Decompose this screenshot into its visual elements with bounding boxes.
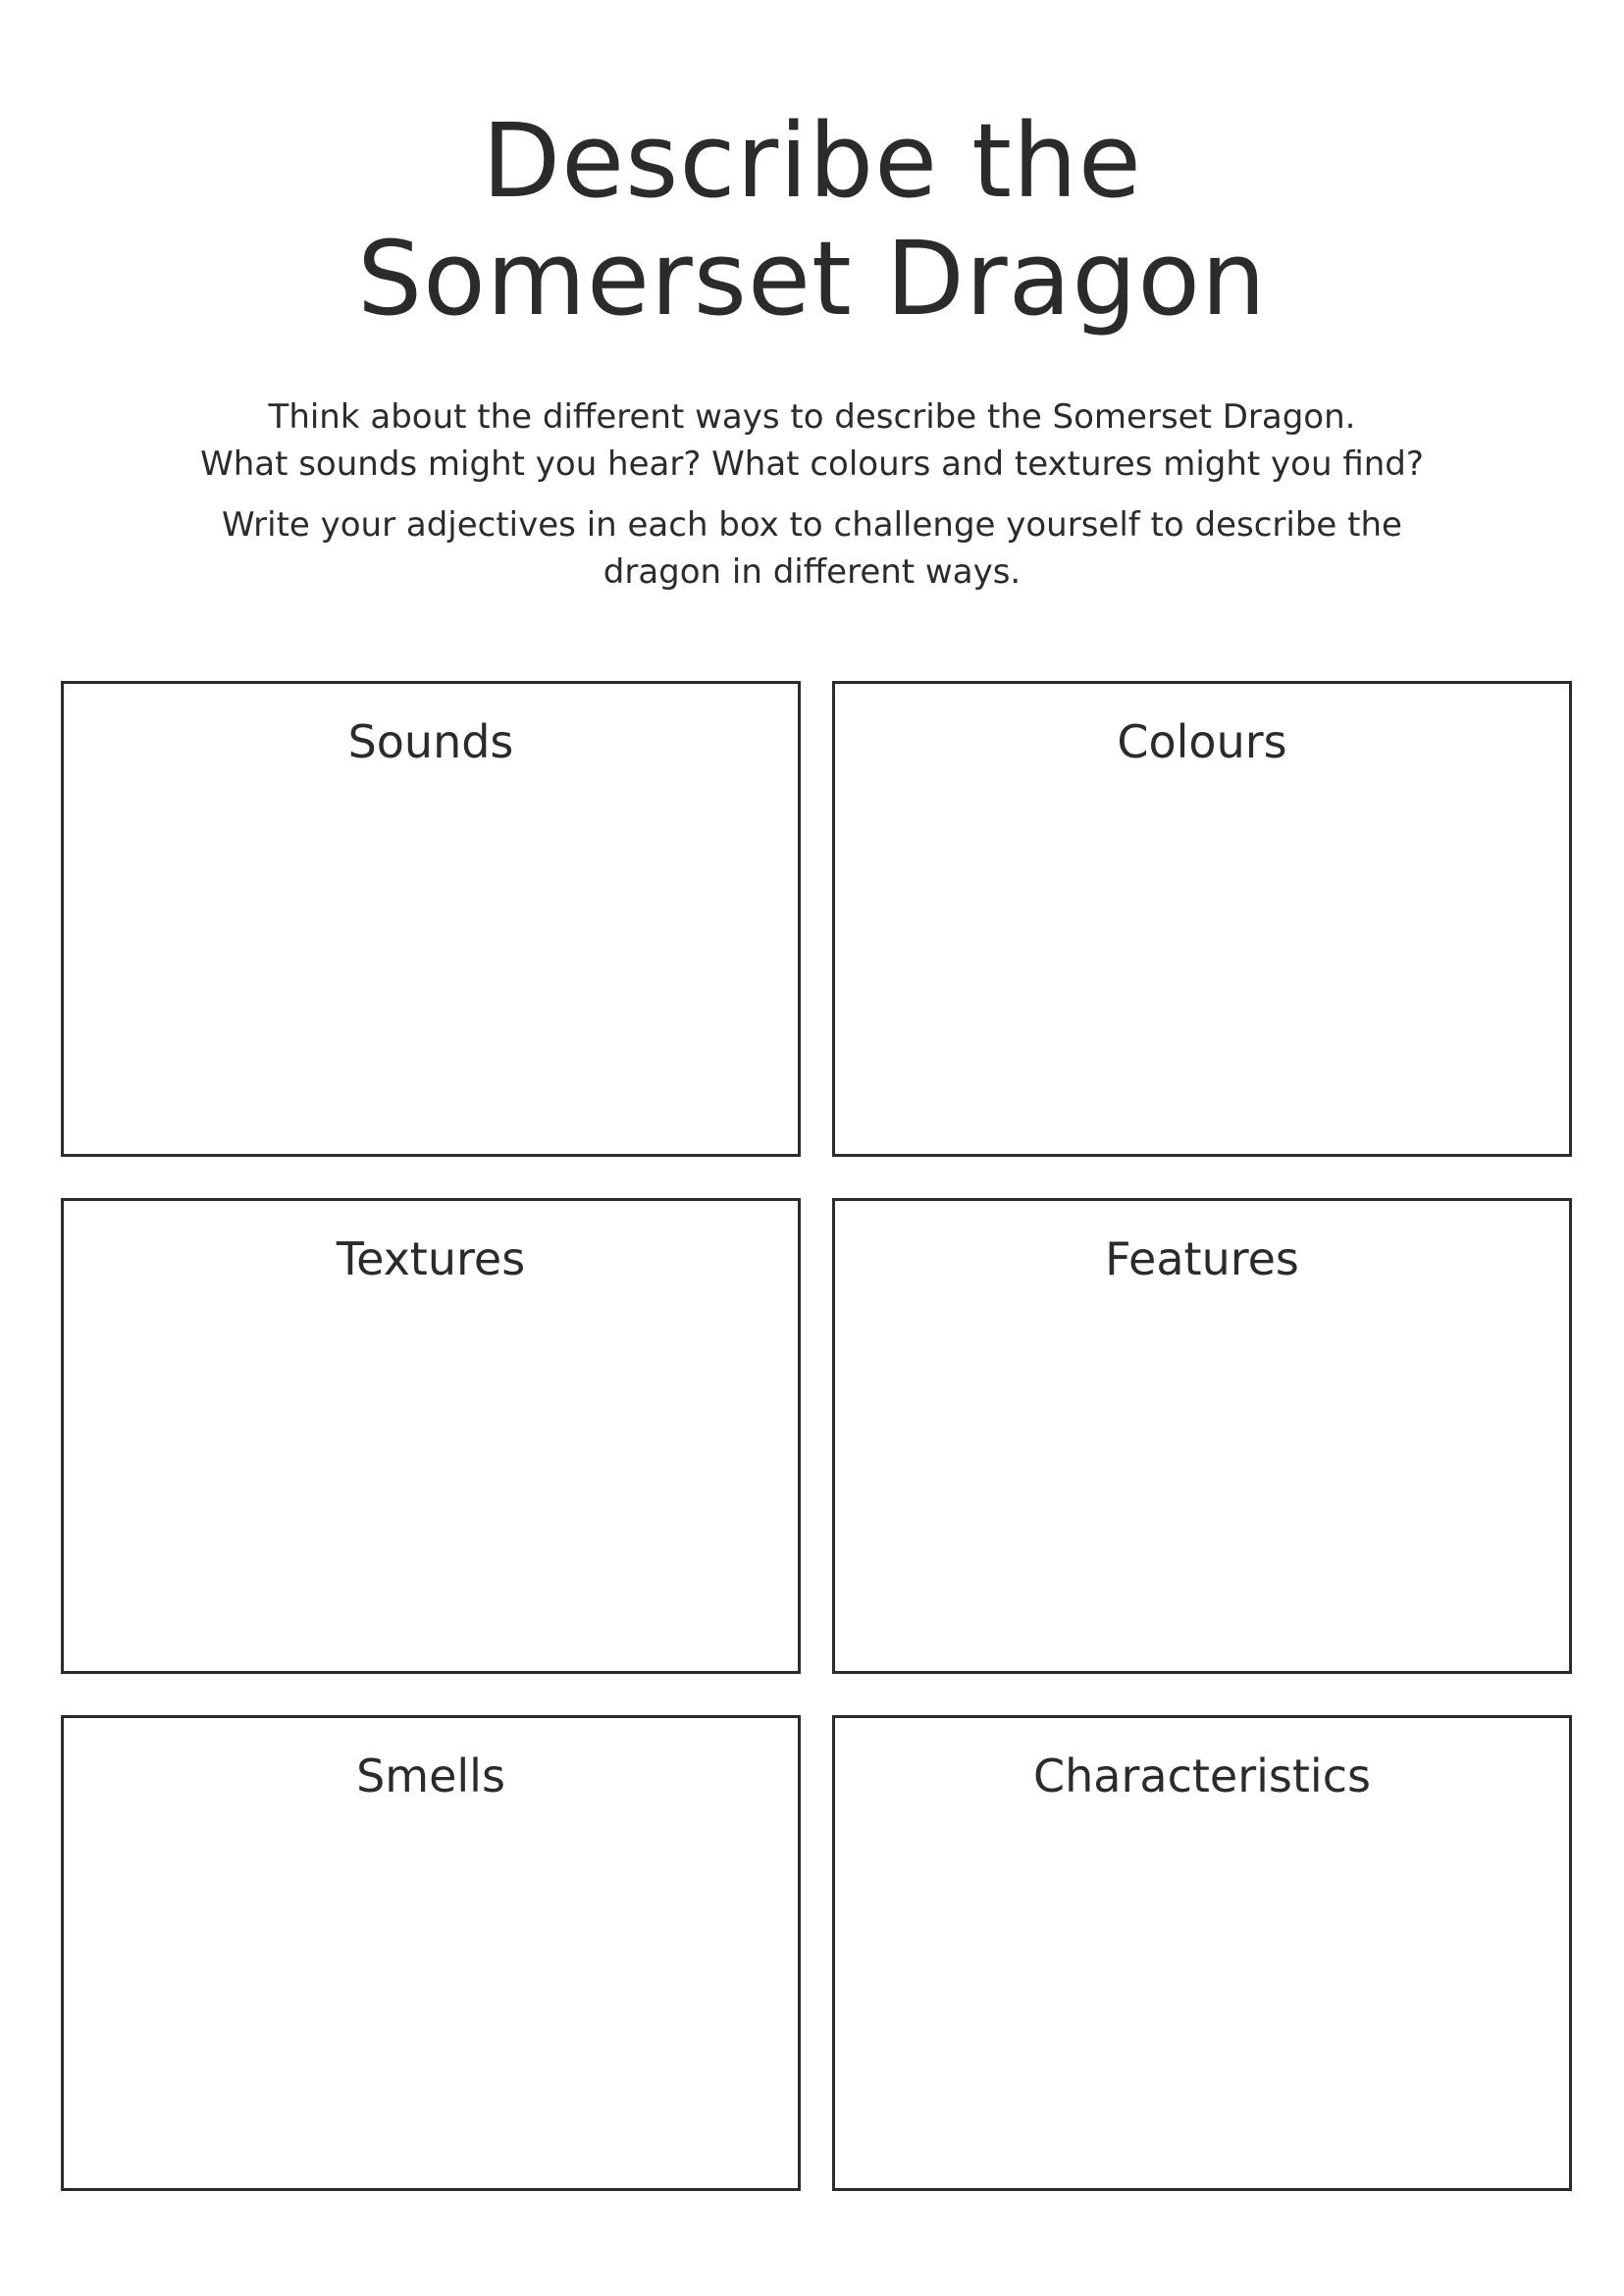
smells-box-label: Smells [356, 1749, 505, 1802]
textures-box[interactable] [61, 1198, 801, 1674]
page-title-line-2: Somerset Dragon [357, 219, 1267, 339]
intro-paragraph-2-line-2: dragon in different ways. [602, 552, 1022, 592]
colours-box-label: Colours [1117, 715, 1287, 768]
intro-paragraph-1-line-2: What sounds might you hear? What colours and textures might you find? [200, 444, 1424, 484]
colours-box[interactable] [832, 681, 1572, 1157]
sounds-box[interactable] [61, 681, 801, 1157]
features-box[interactable] [832, 1198, 1572, 1674]
characteristics-box[interactable] [832, 1715, 1572, 2191]
sounds-box-label: Sounds [347, 715, 514, 768]
characteristics-box-label: Characteristics [1033, 1749, 1371, 1802]
smells-box[interactable] [61, 1715, 801, 2191]
textures-box-label: Textures [336, 1232, 526, 1285]
intro-paragraph-2-line-1: Write your adjectives in each box to challenge yourself to describe the [222, 505, 1402, 545]
intro-paragraph-1-line-1: Think about the different ways to describe the Somerset Dragon. [268, 397, 1356, 437]
features-box-label: Features [1105, 1232, 1299, 1285]
page-title-line-1: Describe the [482, 101, 1142, 221]
